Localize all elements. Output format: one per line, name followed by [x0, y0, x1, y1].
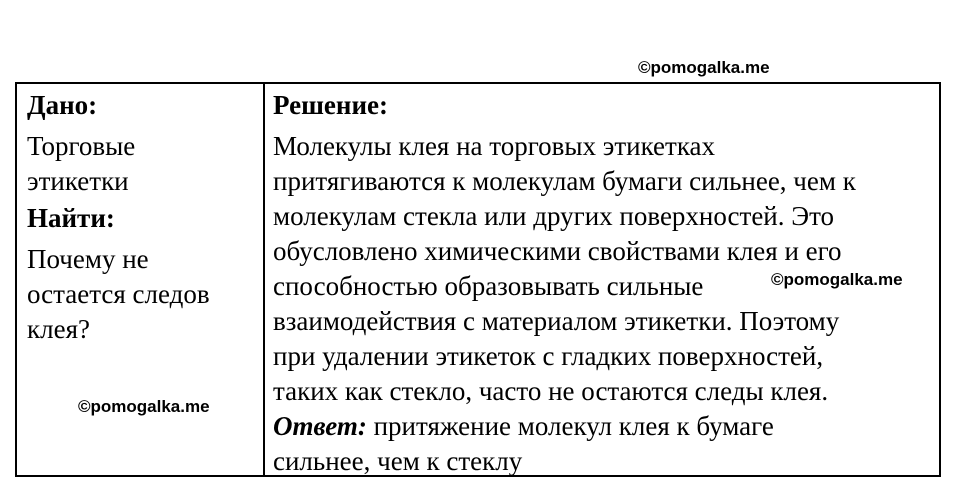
- task-table: [15, 82, 941, 477]
- solution-column: [273, 88, 937, 479]
- solution-line: способностью образовывать сильные: [273, 271, 704, 301]
- solution-line: Молекулы клея на торговых этикетках: [273, 131, 716, 161]
- watermark-left: ©pomogalka.me: [78, 397, 210, 416]
- answer-text: притяжение молекул клея к бумаге: [366, 411, 774, 441]
- given-heading: Дано:: [27, 90, 98, 120]
- solution-line: таких как стекло, часто не остаются следы клея.: [273, 376, 829, 406]
- watermark-top: ©pomogalka.me: [638, 58, 770, 77]
- solution-heading: Решение:: [273, 90, 388, 120]
- solution-line: притягиваются к молекулам бумаги сильнее, чем к: [273, 166, 856, 196]
- watermark-middle: ©pomogalka.me: [771, 270, 903, 289]
- given-line: этикетки: [27, 166, 129, 196]
- find-line: Почему не: [27, 244, 149, 274]
- given-column: [27, 88, 255, 347]
- answer-line: [273, 409, 937, 444]
- given-line: Торговые: [27, 131, 136, 161]
- find-heading: Найти:: [27, 203, 115, 233]
- solution-line: при удалении этикеток с гладких поверхностей,: [273, 341, 824, 371]
- column-divider: [263, 84, 265, 475]
- solution-line: молекулам стекла или других поверхностей. Это: [273, 201, 835, 231]
- find-line: остается следов: [27, 279, 210, 309]
- answer-label: Ответ:: [273, 411, 367, 441]
- solution-line: взаимодействия с материалом этикетки. Поэтому: [273, 306, 840, 336]
- find-line: клея?: [27, 314, 90, 344]
- answer-continuation: сильнее, чем к стеклу: [273, 446, 523, 476]
- solution-line: обусловлено химическими свойствами клея и его: [273, 236, 842, 266]
